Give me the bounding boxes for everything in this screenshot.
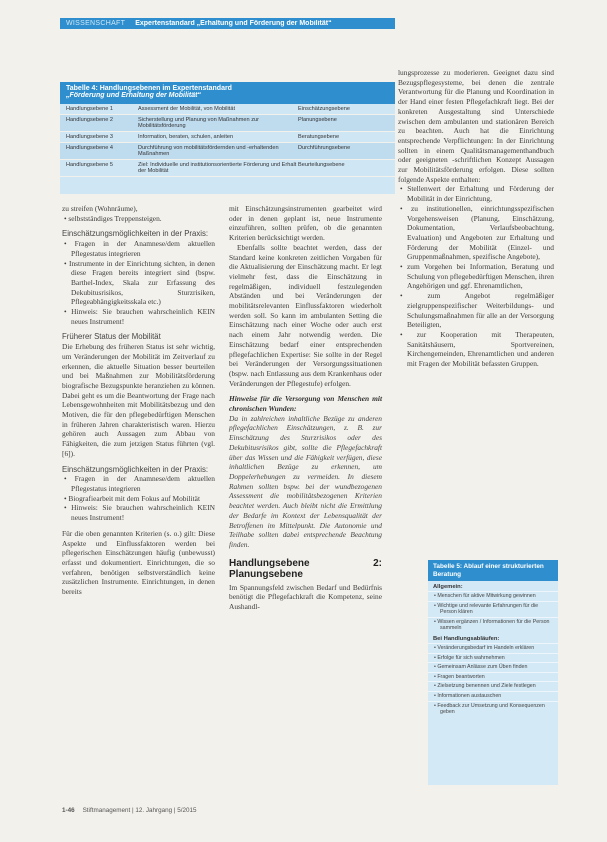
bullet-item: • zur Kooperation mit Therapeuten, Sanitätshäusern, Sportvereinen, Kirchengemeinden, Ehrenamtlichen und anderen mit Fragen der Mobilität befassten Gruppen.: [400, 329, 554, 369]
bullet-item: • Instrumente in der Einrichtung sichten, in denen diese Fragen bereits integriert sind (bspw. Barthel-Index, Skala zur Erfassung des Dekubitusrisikos, Sturzrisiken, Pflegeabhängigkeitsskala etc.): [64, 258, 215, 307]
page-number: 1-46: [62, 807, 75, 814]
table-row: [60, 143, 395, 160]
section-heading: Früherer Status der Mobilität: [62, 332, 161, 342]
info-item: • Erfolge für sich wahrnehmen: [428, 653, 558, 663]
table-row: [60, 115, 395, 132]
column-right: [398, 68, 554, 369]
bullet-item: • Hinweis: Sie brauchen wahrscheinlich KEIN neues Instrument!: [64, 503, 215, 523]
row-content: Durchführung von mobilitätsfördernden und -erhaltenden Maßnahmen: [138, 145, 279, 157]
info-section-heading: Allgemein:: [433, 584, 463, 590]
row-dimension: Beurteilungsebene: [298, 162, 345, 168]
handlungsebenen-table: [60, 82, 395, 194]
row-dimension: Planungsebene: [298, 117, 337, 123]
page-footer: [62, 807, 197, 814]
table-row: [60, 132, 395, 143]
table-row: [60, 104, 395, 115]
info-item: • Wichtige und relevante Erfahrungen für die Person klären: [428, 601, 558, 617]
info-item: • Feedback zur Umsetzung und Konsequenzen geben: [428, 701, 558, 717]
header-bar: [60, 18, 395, 29]
paragraph: Im Spannungsfeld zwischen Bedarf und Bedürfnis benötigt die Pflegefachkraft die Kompetenz, seine Aushandl-: [229, 582, 382, 612]
paragraph: Die Erhebung des früheren Status ist sehr wichtig, um Veränderungen der Mobilität im Zeitverlauf zu erkennen, die aktuelle Situation besser beurteilen und bei Maßnahmen zur Mobilitätsförderung biografische Bezugspunkte heranziehen zu können. Dabei geht es um die Beantwortung der Frage nach Lebensgewohnheiten mit Mobilitätsbezug und den Motiven, die für den pflegebedürftigen Menschen in früheren Jahren charakteristisch waren. Hierzu gehören auch Aussagen zum Abbau von Fähigkeiten, die zum jetzigen Status führten (vgl. [6]).: [62, 342, 215, 458]
info-item: • Wissen ergänzen / Informationen für die Person sammeln: [428, 617, 558, 633]
bullet-item: • Fragen in der Anamnese/dem aktuellen Pflegestatus integrieren: [64, 474, 215, 493]
header-title: Expertenstandard „Erhaltung und Förderung der Mobilität“: [135, 20, 332, 27]
row-content: Information, beraten, schulen, anleiten: [138, 134, 234, 140]
info-item: • Informationen austauschen: [428, 691, 558, 701]
row-level: Handlungsebene 1: [66, 106, 113, 112]
bullet-item: • zu institutionellen, einrichtungsspezifischen Vorgehensweisen (Planung, Einschätzung, Dokumentation, Verlaufsbeobachtung, Evaluation) und Angeboten zur Erhaltung und Förderung der Mobilität (Einzel- und Gruppenmaßnahmen, spezifische Angebote),: [400, 203, 554, 262]
note-heading: Hinweise für die Versorgung von Menschen mit chronischen Wunden:: [229, 394, 382, 414]
table-row: [60, 160, 395, 177]
table-subtitle: „Förderung und Erhaltung der Mobilität“: [66, 92, 201, 99]
bullet-item: • Stellenwert der Erhaltung und Förderung der Mobilität in der Einrichtung,: [400, 184, 554, 204]
row-level: Handlungsebene 4: [66, 145, 113, 151]
row-level: Handlungsebene 2: [66, 117, 113, 123]
info-section-heading: Bei Handlungsabläufen:: [433, 635, 500, 642]
row-dimension: Einschätzungsebene: [298, 106, 350, 112]
table-title: Tabelle 4: Handlungsebenen im Expertenstandard: [66, 85, 232, 92]
beratung-info-box: [428, 560, 558, 785]
info-item: • Veränderungsbedarf im Handeln erklären: [428, 643, 558, 653]
info-item: • Menschen für aktive Mitwirkung gewinnen: [428, 591, 558, 601]
magazine-info: Stiftmanagement | 12. Jahrgang | 5/2015: [82, 807, 197, 814]
row-content: Sicherstellung und Planung von Maßnahmen zur Mobilitätsförderung: [138, 117, 259, 129]
subheading: Einschätzungsmöglichkeiten in der Praxis:: [62, 464, 209, 474]
bullet-item: • Fragen in der Anamnese/dem aktuellen Pflegestatus integrieren: [64, 239, 215, 258]
section-heading-planungsebene: Handlungsebene 2: Planungsebene: [229, 557, 382, 581]
row-dimension: Durchführungsebene: [298, 145, 351, 151]
header-category: WISSENSCHAFT: [66, 20, 126, 27]
info-item: • Fragen beantworten: [428, 672, 558, 682]
paragraph: Ebenfalls sollte beachtet werden, dass der Standard keine konkreten zeitlichen Vorgaben für die Aktualisierung der Einschätzung macht. Er legt vielmehr fest, dass die Einschätzung in regelmäßigen, individuell festzulegenden Abständen und bei Veränderungen der mobilitätsrelevanten Einflussfaktoren wiederholt werden soll. So kann im ambulanten Setting die Einschätzung nach einer Woche oder auch erst nach einem Jahr notwendig werden. Die Einschätzung bedarf einer entsprechenden pflegefachlichen Expertise: Sie sollte in der Regel bei Veränderungen der Versorgungssituationen (bspw. nach Entlassung aus dem Krankenhaus oder Veränderungen der Pflegestufe) erfolgen.: [229, 242, 382, 388]
row-dimension: Beratungsebene: [298, 134, 340, 140]
paragraph: Für die oben genannten Kriterien (s. o.) gilt: Diese Aspekte und Einflussfaktoren werden bei pflegerischen Einschätzungen häufig (unbewusst) erfasst und dokumentiert. Einrichtungen, die so verfahren, benötigen selbstverständlich keine zusätzlichen Instrumente. Einrichtungen, in denen bereits: [62, 528, 215, 597]
paragraph: zu streifen (Wohnräume),: [62, 204, 138, 213]
bullet-item: • Biografiearbeit mit dem Fokus auf Mobilität: [64, 493, 201, 503]
info-box-title: Tabelle 5: Ablauf einer strukturierten Beratung: [428, 560, 558, 581]
paragraph: lungsprozesse zu moderieren. Geeignet dazu sind Bezugspflegesysteme, bei denen die zentrale Verantwortung für die Planung und Koordination in der Hand einer festen Pflegefachkraft liegt. Bei der konkreten Ausgestaltung sind Unterschiede zwischen dem ambulanten und stationären Bereich zu beachten. Auch hat die Einrichtung entsprechende Verpflichtungen: In der Einrichtung sollten in einem Qualitätsmanagementhandbuch oder geeigneten -schriftlichen Konzept Aussagen zur Mobilitätsförderung erfolgen. Diese sollten folgende Aspekte enthalten:: [398, 68, 554, 184]
row-level: Handlungsebene 3: [66, 134, 113, 140]
row-level: Handlungsebene 5: [66, 162, 113, 168]
info-item: • Zielsetzung benennen und Ziele festlegen: [428, 681, 558, 691]
paragraph: mit Einschätzungsinstrumenten gearbeitet wird oder in denen geplant ist, neue Instrumente einzuführen, sollten prüfen, ob die genannten Kriterien berücksichtigt werden.: [229, 204, 382, 243]
table-header: [60, 82, 395, 104]
info-item: • Gemeinsam Anlässe zum Üben finden: [428, 662, 558, 672]
bullet-item: • Hinweis: Sie brauchen wahrscheinlich KEIN neues Instrument!: [64, 307, 215, 326]
bullet-item: • zum Angebot regelmäßiger zielgruppenspezifischer Weiterbildungs- und Schulungsmaßnahmen für alle an der Versorgung Beteiligten,: [400, 291, 554, 330]
column-left: [62, 204, 215, 597]
subheading: Einschätzungsmöglichkeiten in der Praxis:: [62, 229, 209, 239]
note-text: Da in zahlreichen inhaltliche Bezüge zu anderen pflegefachlichen Einschätzungen, z. B. zur Einschätzung des Sturzrisikos oder des Dekubitusrisikos gibt, sollte die Pflegefachkraft über das Wissen und die Fähigkeit verfügen, diese inhaltlichen Bezüge zu erkennen, um Doppelerhebungen zu vermeiden. In diesem Rahmen sollten bspw. bei der wundbezogenen Assessment die mobilitätsbezogenen Kriterien beachtet werden. Auch bleibt nicht die Ermittlung der Bedarfe im Kontext der Lebensqualität der Betroffenen im Mittelpunkt. Die Autonomie und Teilhabe sollten dabei entsprechende Beachtung finden.: [229, 413, 382, 549]
bullet-item: • zum Vorgehen bei Information, Beratung und Schulung von pflegebedürftigen Menschen, ihren Angehörigen und ggf. Ehrenamtlichen,: [400, 262, 554, 291]
row-content: Assessment der Mobilität, von Mobilität: [138, 106, 235, 112]
bullet-item: • selbstständiges Treppensteigen.: [64, 213, 162, 223]
column-middle: [229, 204, 382, 612]
row-content: Ziel: Individuelle und institutionsorientierte Förderung und Erhalt der Mobilität: [138, 162, 297, 174]
